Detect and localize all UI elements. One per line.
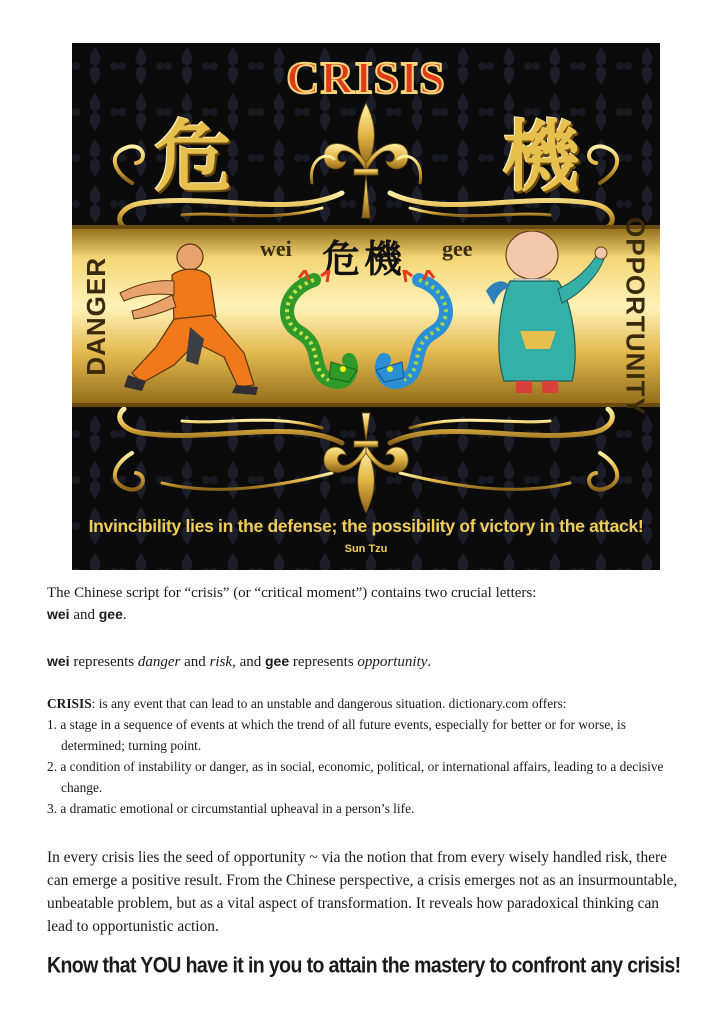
definition-lead	[47, 693, 687, 714]
sage-illustration	[480, 231, 610, 403]
definition-term: CRISIS	[47, 696, 92, 711]
intro-paragraph	[47, 583, 677, 626]
meanings-text: represents	[289, 654, 358, 670]
definition-item: 3. a dramatic emotional or circumstantial upheaval in a person’s life.	[47, 801, 415, 816]
crisis-poster	[72, 43, 660, 570]
meanings-line	[47, 653, 677, 671]
crisis-glyphs-small: 危機	[322, 236, 407, 281]
poster-title: CRISIS	[286, 52, 446, 103]
band-bottom-edge	[72, 403, 660, 407]
blue-dragon-illustration	[374, 270, 464, 395]
definition-block	[47, 693, 687, 819]
danger-label: DANGER	[80, 256, 111, 376]
intro-and: and	[69, 607, 99, 623]
keyword-wei: wei	[47, 606, 70, 622]
closing-statement: Know that YOU have it in you to attain the mastery to confront any crisis!	[47, 953, 681, 979]
gee-label: gee	[442, 236, 473, 261]
definition-item: 1. a stage in a sequence of events at which the trend of all future events, especially for better or for worse, is determined; turning point.	[47, 717, 626, 753]
intro-line: The Chinese script for “crisis” (or “critical moment”) contains two crucial letters:	[47, 585, 537, 601]
keyword-wei: wei	[47, 653, 70, 669]
meanings-text: , and	[232, 654, 265, 670]
poster-quote-author: Sun Tzu	[344, 543, 388, 555]
gold-band	[72, 216, 660, 416]
intro-end: .	[122, 607, 127, 623]
definition-lead-text: : is any event that can lead to an unstable and dangerous situation. dictionary.com offers:	[91, 696, 567, 711]
keyword-gee: gee	[98, 606, 123, 622]
meanings-text: .	[427, 654, 432, 670]
monk-illustration	[112, 235, 262, 400]
definition-item: 2. a condition of instability or danger, as in social, economic, political, or international affairs, leading to a decisive change.	[47, 759, 664, 795]
word-risk: risk	[209, 654, 233, 670]
keyword-gee: gee	[264, 653, 290, 669]
poster-quote: Invincibility lies in the defense; the possibility of victory in the attack!	[88, 516, 644, 536]
word-danger: danger	[137, 654, 181, 670]
definition-list	[47, 714, 687, 819]
danger-glyph: 危	[154, 112, 233, 203]
opportunity-label: OPPORTUNITY	[620, 216, 651, 416]
green-dragon-illustration	[269, 270, 359, 395]
opportunity-paragraph: In every crisis lies the seed of opportunity ~ via the notion that from every wisely handled risk, there can emerge a positive result. From the Chinese perspective, a crisis emerges not as an insurmountable, unbeatable problem, but as a vital aspect of transformation. It reveals how paradoxical thinking can lead to opportunistic action.	[47, 849, 678, 935]
wei-label: wei	[260, 236, 292, 261]
meanings-text: and	[180, 654, 210, 670]
word-opportunity: opportunity	[357, 654, 428, 670]
opportunity-glyph: 機	[502, 112, 581, 203]
meanings-text: represents	[69, 654, 138, 670]
